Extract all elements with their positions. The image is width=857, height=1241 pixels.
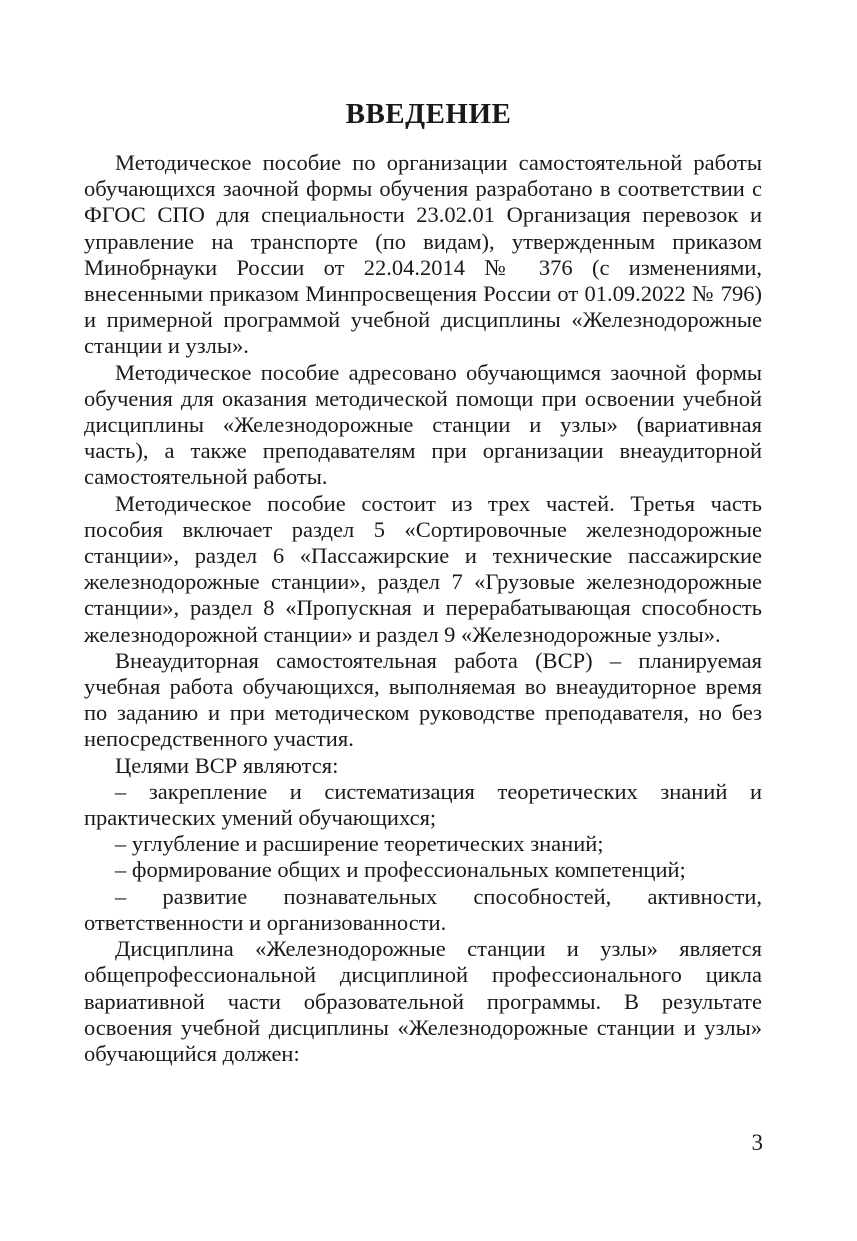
paragraph-structure: Методическое пособие состоит из трех частей. Третья часть пособия включает раздел 5 «Сортировочные железнодорожные станции», раздел 6 «Пассажирские и технические пассажирские железнодорожные станции», раздел 7 «Грузовые железнодорожные станции», раздел 8 «Пропускная и перерабатывающая способность железнодорожной станции» и раздел 9 «Железнодорожные узлы». (84, 490, 762, 647)
list-item-goal-1: – закрепление и систематизация теоретических знаний и практических умений обучающихся; (84, 778, 762, 831)
paragraph-purpose: Методическое пособие по организации самостоятельной работы обучающихся заочной формы обучения разработано в соответствии с ФГОС СПО для специальности 23.02.01 Организация перевозок и управление на транспорте (по видам), утвержденным приказом Минобрнауки России от 22.04.2014 № 376 (с изменениями, внесенными приказом Минпросвещения России от 01.09.2022 № 796) и примерной программой учебной дисциплины «Железнодорожные станции и узлы». (84, 150, 762, 359)
list-item-goal-3: – формирование общих и профессиональных компетенций; (115, 857, 686, 883)
page-number: 3 (751, 1130, 763, 1155)
paragraph-audience: Методическое пособие адресовано обучающимся заочной формы обучения для оказания методической помощи при освоении учебной дисциплины «Железнодорожные станции и узлы» (вариативная часть), а также преподавателям при организации внеаудиторной самостоятельной работы. (84, 359, 762, 490)
list-item-goal-2: – углубление и расширение теоретических знаний; (115, 831, 604, 857)
body-text (84, 150, 762, 1067)
list-item-goal-4: – развитие познавательных способностей, активности, ответственности и организованности. (84, 883, 762, 935)
page-title: ВВЕДЕНИЕ (345, 98, 512, 130)
paragraph-vsr-goals-intro: Целями ВСР являются: (115, 752, 339, 778)
paragraph-vsr-definition: Внеаудиторная самостоятельная работа (ВСР) – планируемая учебная работа обучающихся, выполняемая во внеаудиторное время по заданию и при методическом руководстве преподавателя, но без непосредственного участия. (84, 647, 762, 752)
paragraph-discipline: Дисциплина «Железнодорожные станции и узлы» является общепрофессиональной дисциплиной профессионального цикла вариативной части образовательной программы. В результате освоения учебной дисциплины «Железнодорожные станции и узлы» обучающийся должен: (84, 936, 762, 1066)
